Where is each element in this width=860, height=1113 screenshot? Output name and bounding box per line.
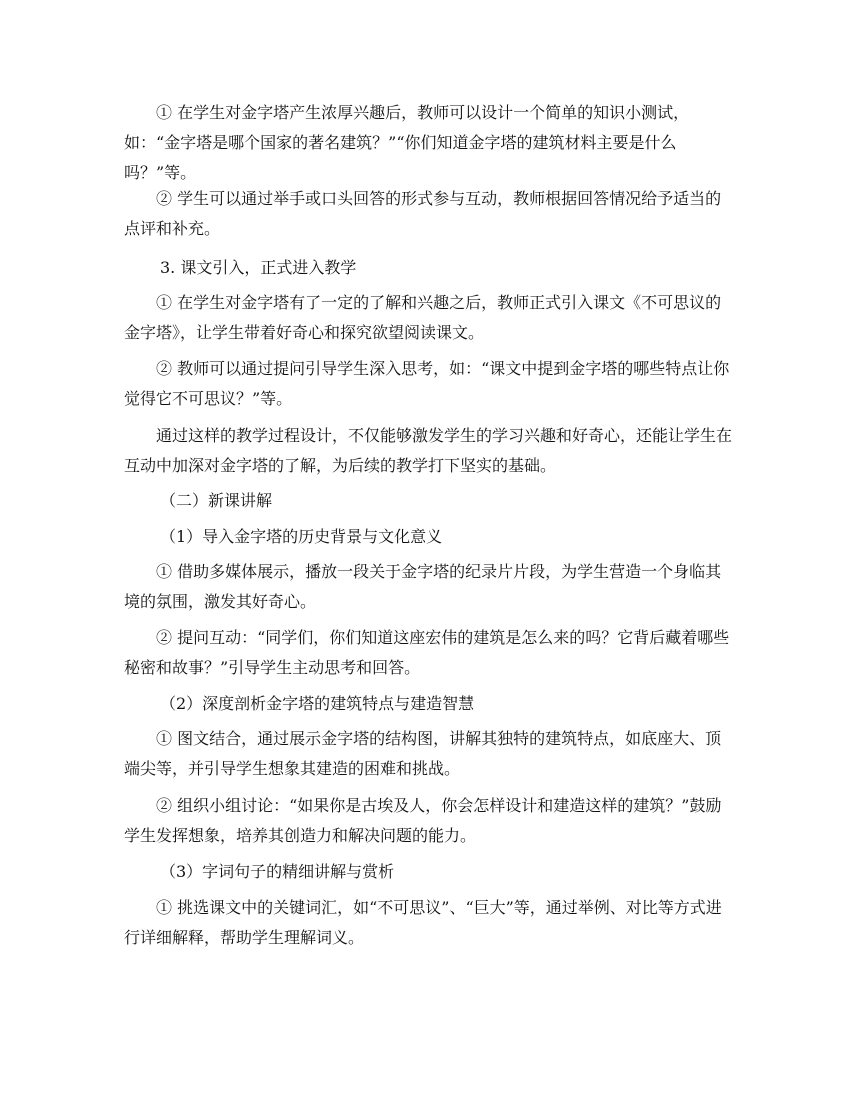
paragraph-interaction: ② 学生可以通过举手或口头回答的形式参与互动，教师根据回答情况给予适当的点评和补充。: [124, 189, 722, 238]
subsection-heading-2: （2）深度剖析金字塔的建筑特点与建造智慧: [160, 694, 475, 713]
subsection-heading-1: （1）导入金字塔的历史背景与文化意义: [160, 527, 443, 546]
paragraph-text-intro: ① 在学生对金字塔有了一定的了解和兴趣之后，教师正式引入课文《不可思议的金字塔》，让学生带着好奇心和探究欲望阅读课文。: [124, 293, 722, 342]
section-heading-new-lesson: （二）新课讲解: [160, 491, 273, 510]
section-heading-lesson-intro: 3. 课文引入，正式进入教学: [160, 258, 357, 277]
paragraph-multimedia: ① 借助多媒体展示，播放一段关于金字塔的纪录片片段，为学生营造一个身临其境的氛围，激发其好奇心。: [124, 562, 722, 611]
paragraph-structure: ① 图文结合，通过展示金字塔的结构图，讲解其独特的建筑特点，如底座大、顶端尖等，并引导学生想象其建造的困难和挑战。: [124, 729, 722, 778]
paragraph-questioning: ② 教师可以通过提问引导学生深入思考，如：“课文中提到金字塔的哪些特点让你觉得它不可思议？”等。: [124, 359, 730, 408]
paragraph-vocabulary: ① 挑选课文中的关键词汇，如“不可思议”、“巨大”等，通过举例、对比等方式进行详细解释，帮助学生理解词义。: [124, 898, 722, 947]
paragraph-summary: 通过这样的教学过程设计，不仅能够激发学生的学习兴趣和好奇心，还能让学生在互动中加深对金字塔的了解，为后续的教学打下坚实的基础。: [124, 426, 733, 475]
subsection-heading-3: （3）字词句子的精细讲解与赏析: [160, 862, 395, 881]
paragraph-questions: ② 提问互动：“同学们，你们知道这座宏伟的建筑是怎么来的吗？它背后藏着哪些秘密和故事？”引导学生主动思考和回答。: [124, 628, 730, 677]
paragraph-quiz: ① 在学生对金字塔产生浓厚兴趣后，教师可以设计一个简单的知识小测试，如：“金字塔是哪个国家的著名建筑？”“你们知道金字塔的建筑材料主要是什么吗？”等。: [124, 103, 690, 182]
paragraph-group-discussion: ② 组织小组讨论：“如果你是古埃及人，你会怎样设计和建造这样的建筑？”鼓励学生发挥想象，培养其创造力和解决问题的能力。: [124, 796, 722, 845]
